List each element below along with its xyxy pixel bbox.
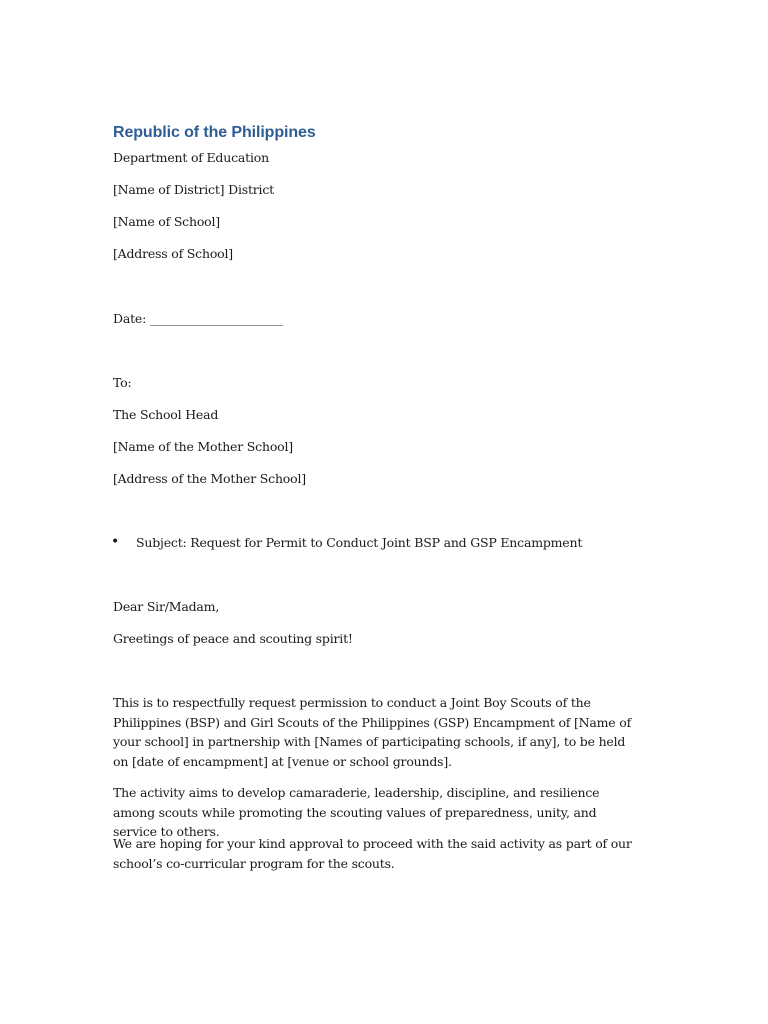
letter-heading: Republic of the Philippines [113,124,316,141]
recipient-address: [Address of the Mother School] [113,471,306,486]
school-name-line: [Name of School] [113,214,220,229]
salutation: Dear Sir/Madam, [113,599,220,614]
subject-line: Subject: Request for Permit to Conduct Joint BSP and GSP Encampment [136,535,583,550]
department-line: Department of Education [113,150,269,165]
body-paragraph-approval: We are hoping for your kind approval to proceed with the said activity as part of our school’s co-curricular program for the scouts. [113,836,632,871]
bullet-icon: • [111,534,120,550]
greeting: Greetings of peace and scouting spirit! [113,631,353,646]
body-paragraph-request: This is to respectfully request permission to conduct a Joint Boy Scouts of the Philippines (BSP) and Girl Scouts of the Philippines (GSP) Encampment of [Name of your school] in partnership with [Names of participating schools, if any], to be held on [date of encampment] at [venue or school grounds]. [113,695,632,769]
date-line: Date: ______________________ [113,311,283,326]
to-label: To: [113,375,132,390]
body-paragraph-aims: The activity aims to develop camaraderie, leadership, discipline, and resilience among scouts while promoting the scouting values of preparedness, unity, and service to others. [113,785,600,839]
recipient-school: [Name of the Mother School] [113,439,293,454]
school-address-line: [Address of School] [113,246,233,261]
recipient-title: The School Head [113,407,219,422]
district-line: [Name of District] District [113,182,274,197]
